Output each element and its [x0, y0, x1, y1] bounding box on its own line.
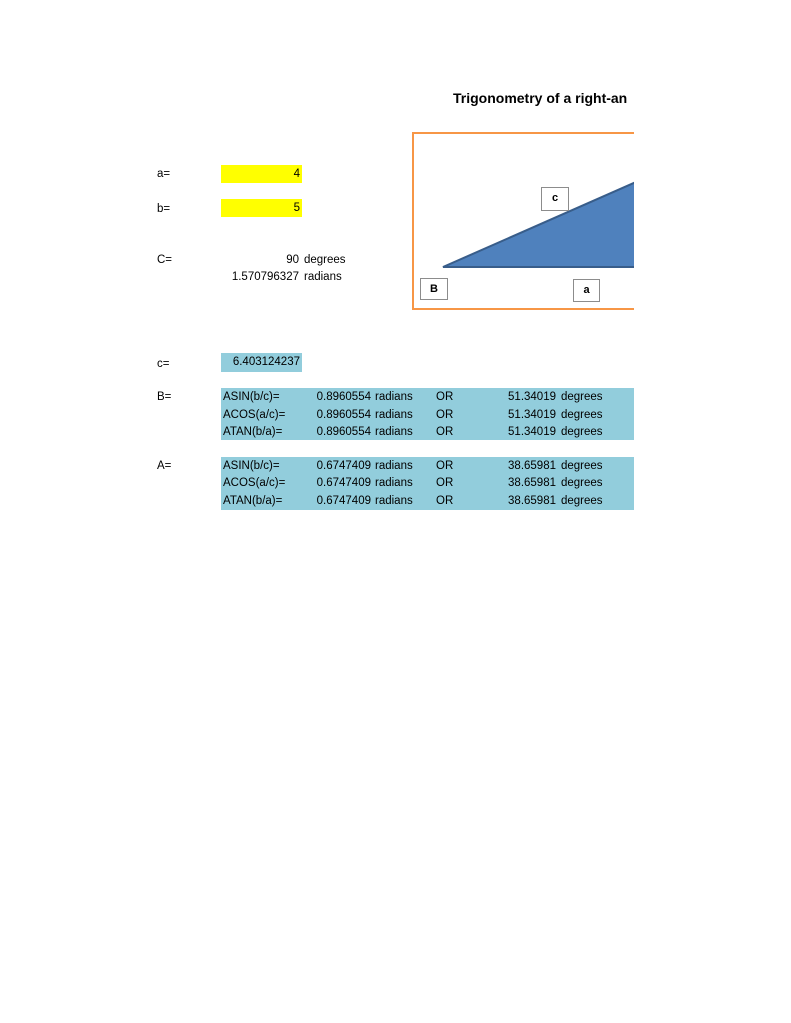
- radians-value: 0.8960554: [316, 391, 371, 403]
- or-label: OR: [436, 477, 454, 489]
- func-label: ASIN(b/c)=: [223, 391, 280, 403]
- label-b: b=: [157, 203, 171, 215]
- degrees-value: 38.65981: [508, 495, 556, 507]
- radians-value: 0.6747409: [316, 477, 371, 489]
- degrees-value: 51.34019: [508, 426, 556, 438]
- triangle-label-c: c: [541, 187, 569, 211]
- func-label: ASIN(b/c)=: [223, 460, 280, 472]
- angle-C-radians-unit: radians: [304, 271, 342, 283]
- func-label: ATAN(b/a)=: [223, 495, 283, 507]
- radians-unit: radians: [375, 460, 413, 472]
- radians-value: 0.6747409: [316, 460, 371, 472]
- input-a-cell[interactable]: 4: [221, 165, 302, 183]
- label-a: a=: [157, 168, 171, 180]
- sheet-title: Trigonometry of a right-an: [453, 90, 628, 106]
- triangle-label-a: a: [573, 279, 600, 302]
- label-c-hyp: c=: [157, 358, 170, 370]
- triangle-label-B: B: [420, 278, 448, 300]
- radians-value: 0.8960554: [316, 426, 371, 438]
- label-angle-B: B=: [157, 391, 172, 403]
- func-label: ATAN(b/a)=: [223, 426, 283, 438]
- label-angle-A: A=: [157, 460, 172, 472]
- or-label: OR: [436, 391, 454, 403]
- or-label: OR: [436, 426, 454, 438]
- degrees-value: 38.65981: [508, 460, 556, 472]
- degrees-unit: degrees: [561, 409, 603, 421]
- radians-unit: radians: [375, 495, 413, 507]
- radians-unit: radians: [375, 477, 413, 489]
- angle-C-degrees-value: 90: [286, 254, 299, 266]
- radians-unit: radians: [375, 391, 413, 403]
- angle-C-radians-value: 1.570796327: [231, 271, 299, 283]
- right-triangle: [443, 182, 634, 267]
- hypotenuse-value-cell[interactable]: 6.403124237: [221, 353, 302, 372]
- angle-C-degrees-unit: degrees: [304, 254, 346, 266]
- radians-unit: radians: [375, 426, 413, 438]
- degrees-unit: degrees: [561, 477, 603, 489]
- radians-value: 0.8960554: [316, 409, 371, 421]
- input-b-cell[interactable]: 5: [221, 199, 302, 217]
- or-label: OR: [436, 409, 454, 421]
- or-label: OR: [436, 495, 454, 507]
- radians-value: 0.6747409: [316, 495, 371, 507]
- label-C: C=: [157, 254, 173, 266]
- degrees-unit: degrees: [561, 426, 603, 438]
- degrees-value: 38.65981: [508, 477, 556, 489]
- degrees-unit: degrees: [561, 460, 603, 472]
- degrees-value: 51.34019: [508, 391, 556, 403]
- radians-unit: radians: [375, 409, 413, 421]
- func-label: ACOS(a/c)=: [223, 477, 286, 489]
- func-label: ACOS(a/c)=: [223, 409, 286, 421]
- degrees-unit: degrees: [561, 495, 603, 507]
- or-label: OR: [436, 460, 454, 472]
- degrees-unit: degrees: [561, 391, 603, 403]
- triangle-diagram: [412, 132, 634, 310]
- degrees-value: 51.34019: [508, 409, 556, 421]
